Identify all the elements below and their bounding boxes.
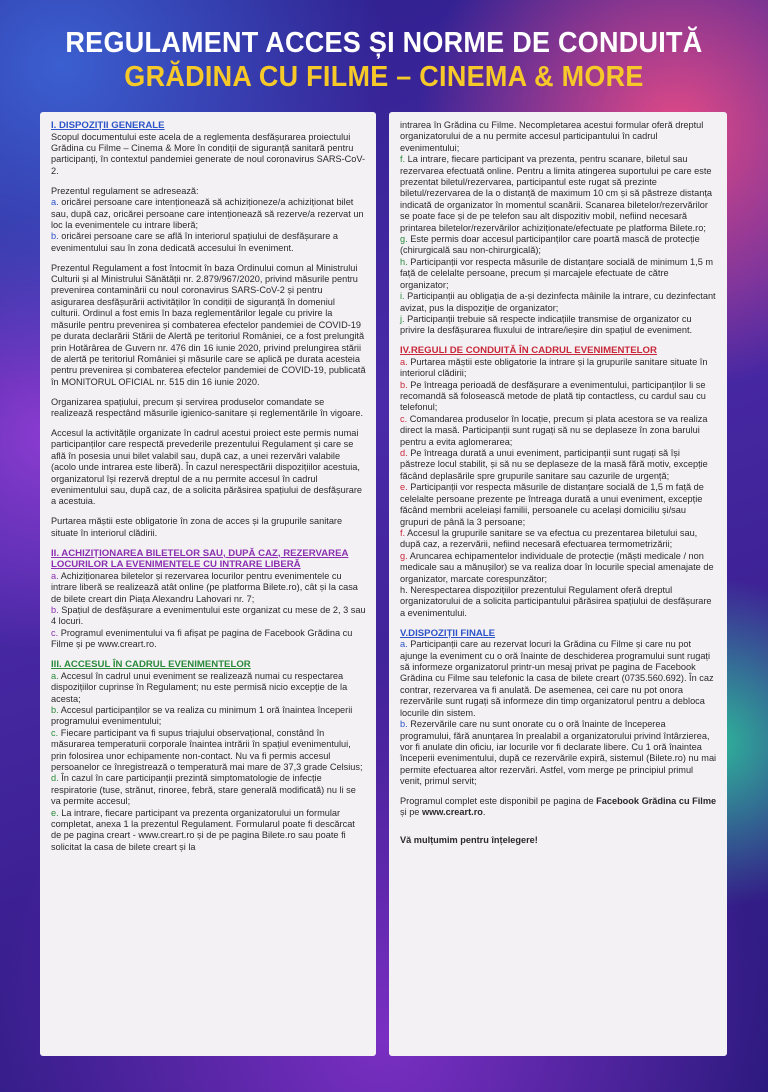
s4-item-g-text: Aruncarea echipamentelor individuale de protecție (măști medicale / non medicale sau a mănușilor) se va realiza doar în locurile special amenajate de organizator, marcate corespunzător;: [400, 550, 714, 584]
s3-item-h-text: Participanții vor respecta măsurile de distanțare socială de minimum 1,5 m față de celelalte persoane, precum și marcajele efectuate de către organizator;: [400, 256, 714, 290]
s2-item-a: [51, 571, 366, 605]
s2-item-b-marker: b.: [51, 605, 59, 615]
left-column: [40, 112, 376, 1056]
s3-item-i-text: Participanții au obligația de a-și dezinfecta mâinile la intrare, cu dezinfectant avizat, pus la dispoziție de organizator;: [400, 291, 716, 313]
s4-item-b-marker: b.: [400, 379, 408, 390]
s1-item-a-marker: a.: [51, 197, 59, 208]
s4-item-b-text: Pe întreaga perioadă de desfășurare a evenimentului, participanților li se recomandă să folosească metode de plată tip contactless, cu cardul sau cu telefonul;: [400, 379, 706, 413]
thank-you-note: Vă mulțumim pentru înțelegere!: [400, 835, 538, 846]
final-program-note: [400, 796, 717, 819]
s2-item-a-text: Achiziționarea biletelor și rezervarea locurilor pentru evenimentele cu intrare liberă se realizează atât online (pe platforma Bilete.ro), cât și la casa de bilete creart din Piața Alexandru Lahovari nr. 7;: [51, 570, 358, 604]
s3-item-c-marker: c.: [51, 727, 59, 738]
s5-item-b: [400, 719, 717, 787]
s3-item-g-marker: g.: [400, 234, 408, 245]
s3-item-e-text: La intrare, fiecare participant va prezenta organizatorului un formular completat, anexa 1 la prezentul Regulament. Formularul poate fi descărcat de pe pagina creart - www.creart.ro și de pe pagina Bilete.ro sau poate fi solicitat la casa de bilete creart și la: [51, 807, 355, 852]
section-1-title: I. DISPOZIȚII GENERALE: [51, 120, 165, 131]
s3-item-b: [51, 705, 366, 728]
s2-item-c: [51, 628, 366, 651]
section-5-title: V.DISPOZIȚII FINALE: [400, 627, 496, 639]
s4-item-d-text: Pe întreaga durată a unui eveniment, participanții sunt rugați să își păstreze locul stabilit, și să nu se deplaseze de la masă fără motiv, excepție făcând deplasările spre grupurile sanitare sau cazurile de urgență;: [400, 448, 708, 481]
s4-item-b: [400, 380, 717, 414]
s3-item-d-marker: d.: [51, 773, 59, 784]
s2-item-a-marker: a.: [51, 570, 59, 581]
final-note-facebook: Facebook Grădina cu Filme: [596, 796, 717, 807]
s3-item-g-text: Este permis doar accesul participanților care poartă mască de protecție (chirurgicală sau non-chirurgicală);: [400, 234, 700, 256]
s3-item-a: [51, 671, 366, 705]
s4-item-d: [400, 448, 717, 482]
s3-item-e-continued: intrarea în Grădina cu Filme. Necompletarea acestui formular oferă dreptul organizatorului de a nu permite accesul participantului în cadrul evenimentului;: [400, 120, 704, 153]
s4-item-a-marker: a.: [400, 356, 408, 367]
s1-item-b-marker: b.: [51, 231, 59, 242]
final-note-pre: Programul complet este disponibil pe pagina de: [400, 796, 597, 807]
s3-item-a-text: Accesul în cadrul unui eveniment se realizează numai cu respectarea dispozițiilor cuprinse în Regulament; nu este permisă nicio excepție de la acesta;: [51, 670, 348, 704]
s2-item-c-marker: c.: [51, 627, 59, 638]
s3-item-b-text: Accesul participanților se va realiza cu minimum 1 oră înaintea începerii programului evenimentului;: [51, 704, 353, 727]
spacer: [400, 827, 717, 835]
s3-item-i: [400, 291, 717, 314]
s1-item-b: [51, 231, 366, 254]
s3-item-b-marker: b.: [51, 704, 59, 715]
s2-item-b-text: Spațiul de desfășurare a evenimentului este organizat cu mese de 2, 3 sau 4 locuri.: [51, 605, 366, 627]
s4-item-h-marker: h.: [400, 584, 408, 595]
s3-item-j-marker: j.: [400, 313, 405, 324]
s1-item-a: [51, 197, 366, 231]
s5-item-b-text: Rezervările care nu sunt onorate cu o oră înainte de începerea programului, fără anunțarea în prealabil a organizatorului privind întârzierea, vor fi anulate din oficiu, iar locurile vor fi declarate libere. Cu 1 oră înaintea începerii evenimentului, după ce rezervările expiră, sistemul (Bilete.ro) nu mai permite efectuarea altor rezervări. Astfel, vom merge pe principiul primul venit, primul servit;: [400, 719, 717, 787]
s3-item-g: [400, 234, 717, 257]
s3-item-f: [400, 154, 717, 234]
s4-item-g: [400, 551, 717, 585]
final-note-end: .: [482, 807, 486, 818]
s3-item-j-text: Participanții trebuie să respecte indicațiile transmise de organizator cu privire la desfășurarea fluxului de intrare/ieșire din spațiul de eveniment.: [400, 313, 693, 336]
final-note-website: www.creart.ro: [421, 807, 483, 818]
s5-item-a-marker: a.: [400, 639, 408, 650]
s4-item-h: [400, 585, 717, 619]
s4-item-c-marker: c.: [400, 413, 408, 424]
section-2-title: II. ACHIZIȚIONAREA BILETELOR SAU, DUPĂ CAZ, REZERVAREA LOCURILOR LA EVENIMENTELE CU INTRARE LIBERĂ: [51, 547, 349, 571]
s1-paragraph-5: Accesul la activitățile organizate în cadrul acestui proiect este permis numai participanților care respectă prevederile prezentului Regulament și care se află în posesia unui bilet valabil sau, după caz, a unei rezervări valabile (acolo unde intrarea este liberă). În cazul nerespectării dispozițiilor acestuia, organizatorul își rezervă dreptul de a nu permite accesul în cadrul evenimentului sau, după caz, de a solicita părăsirea spațiului de desfășurare a acestuia.: [51, 427, 363, 507]
s3-item-i-marker: i.: [400, 291, 405, 302]
s4-item-f-text: Accesul la grupurile sanitare se va efectua cu prezentarea biletului sau, după caz, a rezervării, nefiind necesară efectuarea termometrizării;: [400, 527, 698, 550]
s2-item-c-text: Programul evenimentului va fi afișat pe pagina de Facebook Grădina cu Filme și pe www.creart.ro.: [51, 627, 353, 650]
s3-item-c: [51, 728, 366, 774]
s4-item-c: [400, 414, 717, 448]
s4-item-e-text: Participanții vor respecta măsurile de distanțare socială de 1,5 m față de celelalte persoane prezente pe întreaga durată a unui eveniment, excepție făcând membrii aceleiași familii, persoanele cu același domiciliu și/sau grupuri de până la 3 persoane;: [400, 482, 704, 527]
s3-item-d: [51, 773, 366, 807]
final-note-mid: și pe: [400, 807, 422, 818]
s3-item-h-marker: h.: [400, 256, 408, 267]
s3-item-e-marker: e.: [51, 807, 59, 818]
s3-item-c-text: Fiecare participant va fi supus triajului observațional, constând în măsurarea temperaturii corporale înaintea intrării în spațiul evenimentului, prin folosirea unor echipamente non-contact. Nu va fi permis accesul persoanelor ce înregistrează o temperatură mai mare de 37,3 grade Celsius;: [51, 727, 363, 772]
s1-paragraph-6: Purtarea măștii este obligatorie în zona de acces și la grupurile sanitare situate în interiorul clădirii.: [51, 516, 343, 538]
page-header: [0, 26, 768, 94]
s4-item-f-marker: f.: [400, 527, 406, 538]
page-subtitle: GRĂDINA CU FILME – CINEMA & MORE: [124, 61, 644, 93]
s1-paragraph-4: Organizarea spațiului, precum și servirea produselor comandate se realizează respectând măsurile igienico-sanitare și reglementările în vigoare.: [51, 396, 364, 419]
s3-item-f-text: La intrare, fiecare participant va prezenta, pentru scanare, biletul sau rezervarea efectuată online. Pentru a limita atingerea suportului pe care este prezentat biletul/rezervarea, participantul este rugat să prezinte biletul/rezervarea de la o distanță de maximum 10 cm și să păstreze distanța indicată de organizator în momentul scanării. Scanarea biletelor/rezervărilor se poate face și de pe telefon sau alt dispozitiv mobil, nefiind necesară printarea biletelor/rezervărilor achiziționate/efectuate pe platforma Bilete.ro;: [400, 154, 713, 233]
s5-item-a-text: Participanții care au rezervat locuri la Grădina cu Filme și care nu pot ajunge la eveniment cu o oră înainte de deschiderea programului sunt rugați să informeze organizatorul printr-un mesaj privat pe pagina de Facebook Grădina cu Filme sau telefonic la casa de bilete creart (0735.560.692). În caz contrar, rezervarea va fi anulată. De asemenea, cei care nu pot onora rezervările sunt rugați să informeze din timp organizatorul pentru a debloca locurile din sistem.: [400, 639, 714, 718]
s5-item-b-marker: b.: [400, 719, 408, 730]
s4-item-g-marker: g.: [400, 550, 408, 561]
s5-item-a: [400, 639, 717, 719]
s3-item-j: [400, 314, 717, 337]
page-title: REGULAMENT ACCES ȘI NORME DE CONDUITĂ: [65, 27, 703, 59]
s4-item-c-text: Comandarea produselor în locație, precum și plata acestora se va realiza direct la masă. Participanții sunt rugați să nu se deplaseze în zona barului pentru a evita aglomerarea;: [400, 413, 708, 447]
s1-item-b-text: oricărei persoane care se află în interiorul spațiului de desfășurare a evenimentului sau în zona dedicată accesului în eveniment.: [51, 231, 339, 253]
right-column: [389, 112, 727, 1056]
s1-item-a-text: oricărei persoane care intenționează să achiziționeze/a achiziționat bilet sau, după caz, oricărei persoane care intenționează să rezerve/a rezervat un loc la evenimentele cu intrare liberă;: [51, 197, 364, 230]
section-4-title: IV.REGULI DE CONDUITĂ ÎN CADRUL EVENIMENTELOR: [400, 345, 657, 357]
s4-item-h-text: Nerespectarea dispozițiilor prezentului Regulament oferă dreptul organizatorului de a solicita participantului părăsirea spațiului de desfășurare a evenimentului.: [400, 584, 712, 618]
s3-item-d-text: În cazul în care participanții prezintă simptomatologie de infecție respiratorie (tuse, strănut, rinoree, febră, stare generală modificată) nu li se va permite accesul;: [51, 773, 356, 807]
s1-paragraph-3: Prezentul Regulament a fost întocmit în baza Ordinului comun al Ministrului Culturii și al Ministrului Sănătății nr. 2.879/967/2020, privind măsurile pentru prevenirea contaminării cu noul coronavirus SARS-CoV-2 și pentru asigurarea desfășurării activităților în condiții de siguranță în domeniul culturii. Ordinul a fost emis în baza reglementărilor legale cu privire la măsurile pentru prevenirea și combaterea efectelor pandemiei de COVID-19 pe durata declarării Stării de Alertă pe teritoriul României, ce a fost prelungită prin Hotărârea de Guvern nr. 476 din 16 iunie 2020, privind prelungirea stării de alertă pe teritoriul României și măsurile care se aplică pe durata acesteia pentru prevenirea și combaterea efectelor pandemiei de COVID-19, publicată în MONITORUL OFICIAL nr. 515 din 16 iunie 2020.: [51, 262, 366, 387]
s1-paragraph-2: Prezentul regulament se adresează:: [51, 185, 199, 196]
s3-item-a-marker: a.: [51, 670, 59, 681]
s3-item-e: [51, 808, 366, 854]
s3-item-f-marker: f.: [400, 154, 406, 165]
s2-item-b: [51, 605, 366, 628]
s4-item-d-marker: d.: [400, 448, 408, 459]
section-3-title: III. ACCESUL ÎN CADRUL EVENIMENTELOR: [51, 659, 251, 671]
s1-paragraph-1: Scopul documentului este acela de a reglementa desfășurarea proiectului Grădina cu Filme – Cinema & More în condiții de siguranță sanitară pentru participanți, în contextul pandemiei generate de noul coronavirus SARS-CoV-2.: [51, 131, 366, 176]
s4-item-e-marker: e.: [400, 482, 408, 493]
s4-item-a-text: Purtarea măștii este obligatorie la intrare și la grupurile sanitare situate în interiorul clădirii;: [400, 356, 708, 379]
s3-item-h: [400, 257, 717, 291]
s4-item-e: [400, 482, 717, 528]
s4-item-f: [400, 528, 717, 551]
s4-item-a: [400, 357, 717, 380]
